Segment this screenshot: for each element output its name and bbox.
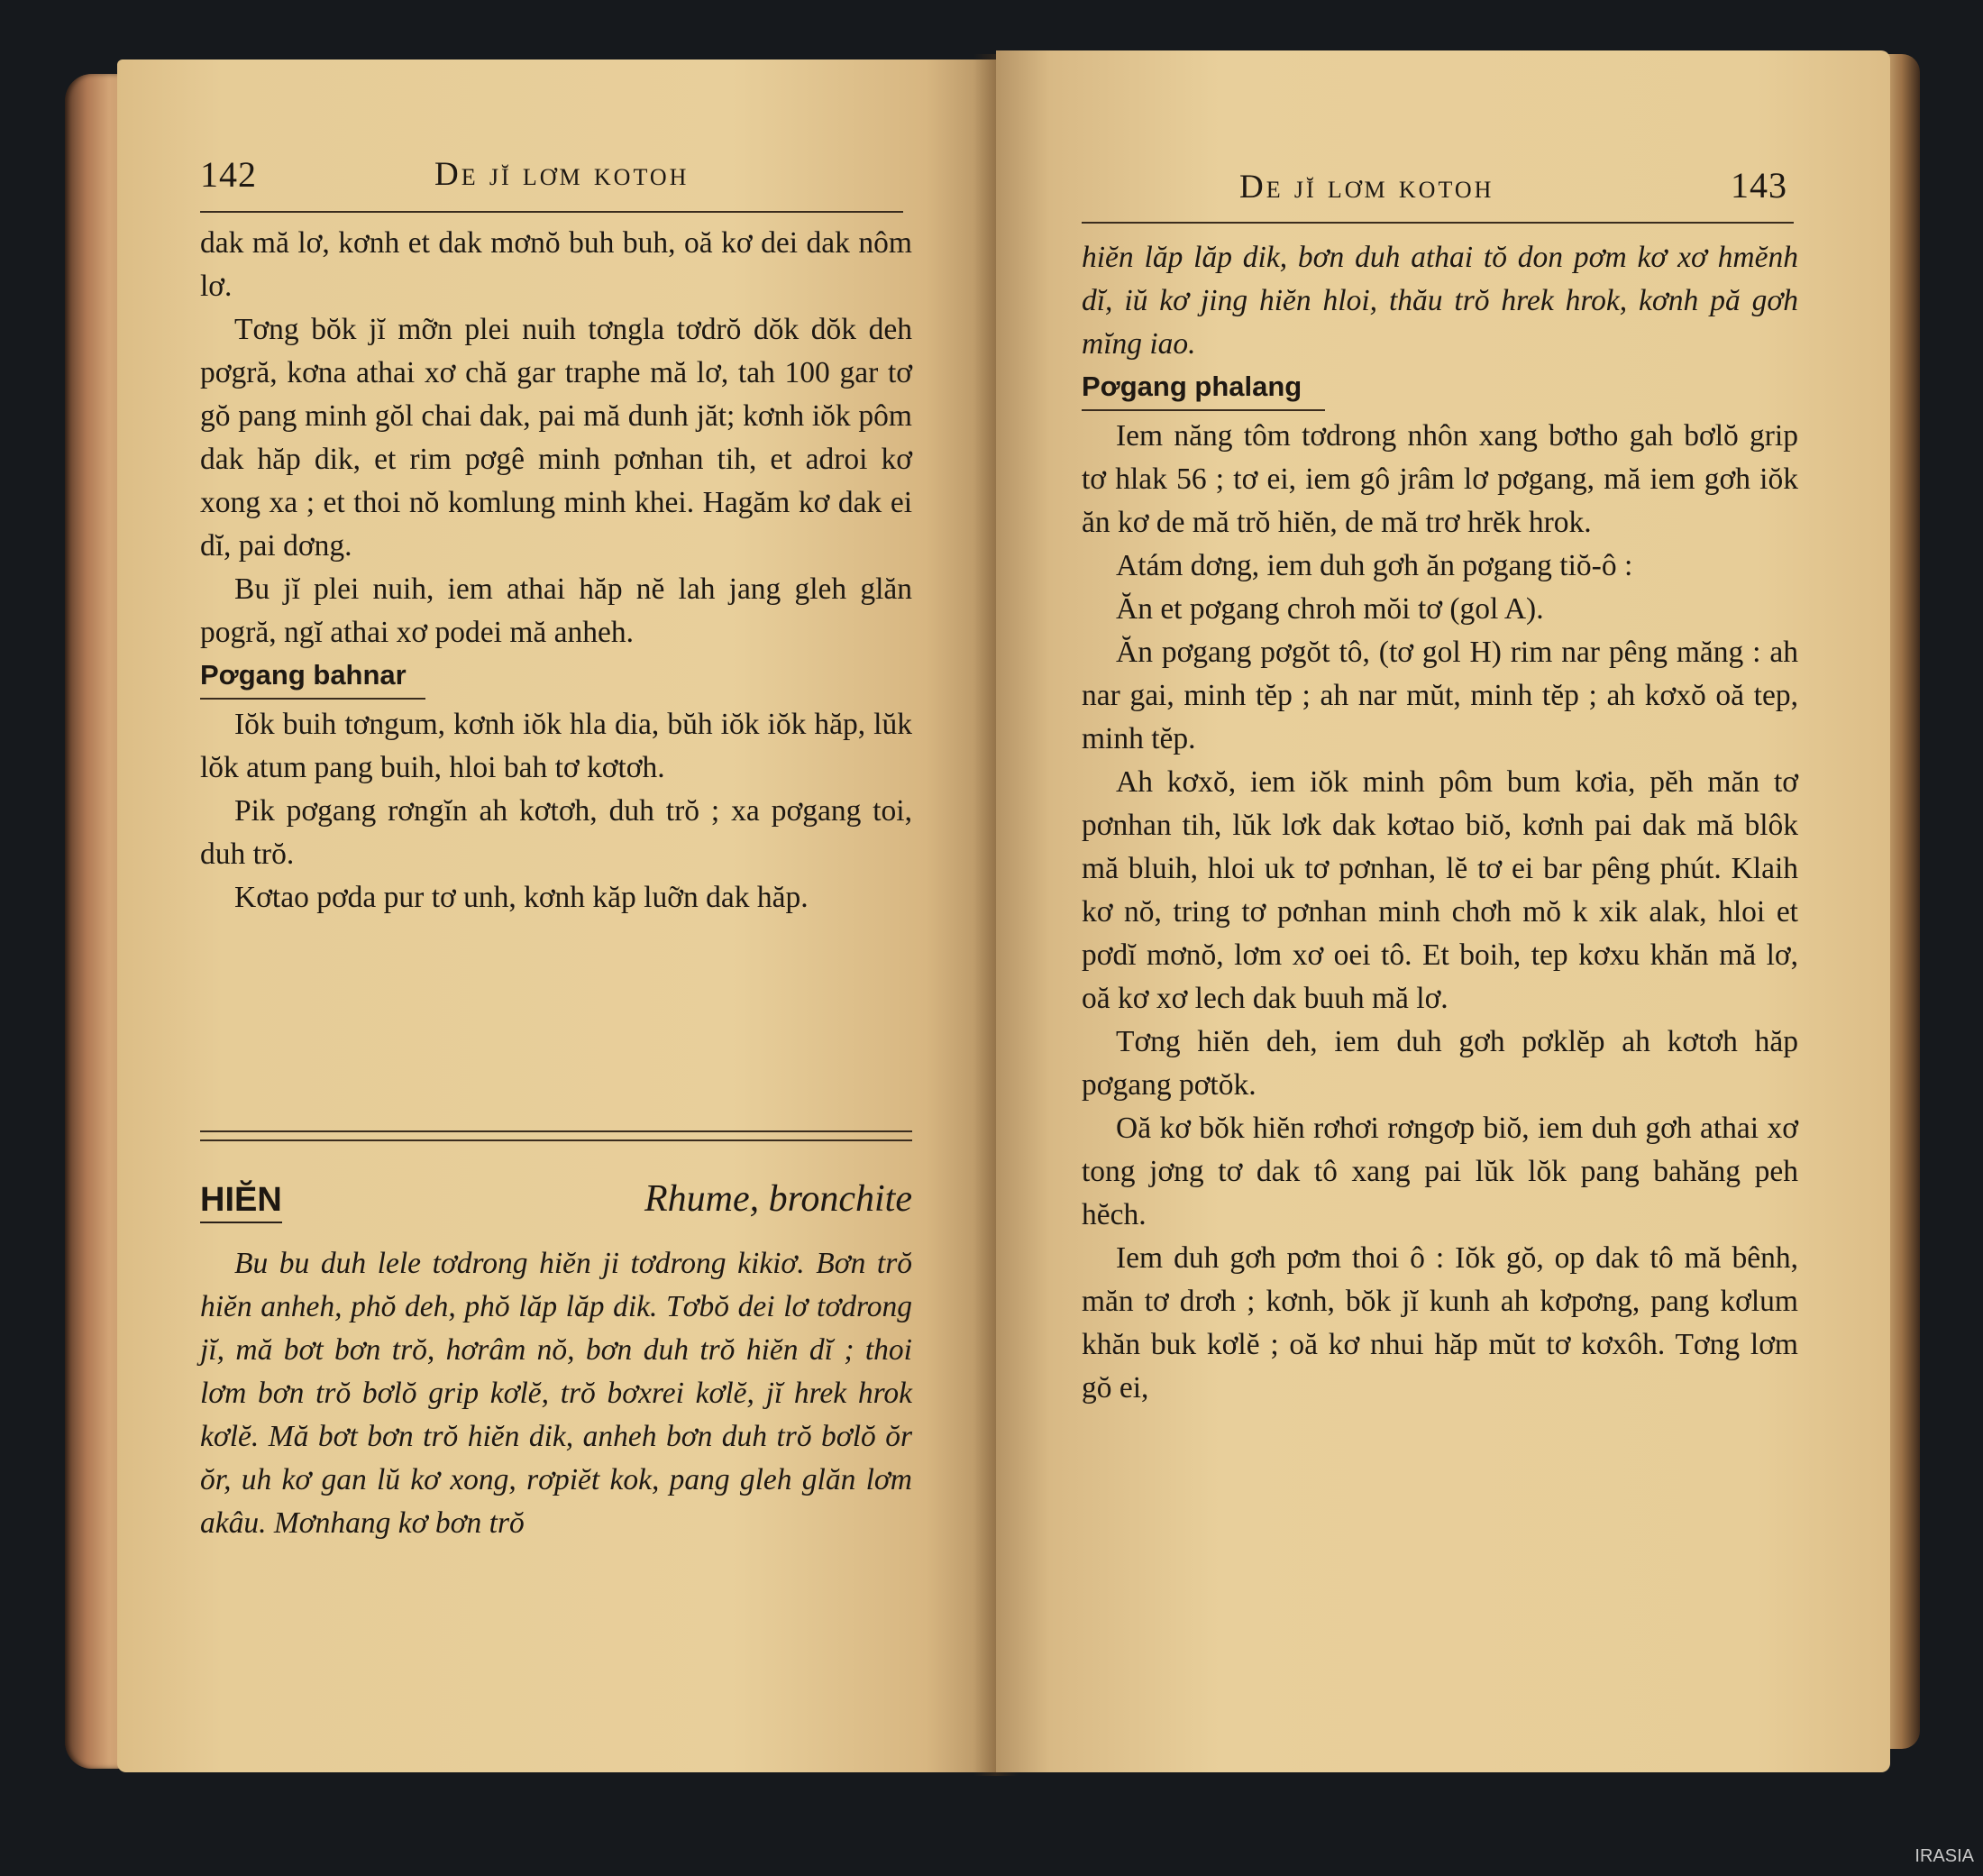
section-header bbox=[200, 1177, 912, 1223]
paragraph: Kơtao pơda pur tơ unh, kơnh kăp luỡn dak hăp. bbox=[234, 881, 809, 914]
paragraph: hiĕn lăp lăp dik, bơn duh athai tŏ don pơm kơ xơ hmĕnh dĭ, iŭ kơ jing hiĕn hloi, thău trŏ hrek hrok, kơnh pă gơh mĭng iao. bbox=[1082, 241, 1798, 361]
subheading: Pơgang bahnar bbox=[200, 659, 407, 691]
page-number: 142 bbox=[200, 154, 257, 195]
right-body bbox=[1082, 236, 1798, 1410]
subheading-rule bbox=[1082, 409, 1325, 411]
header-rule bbox=[1082, 222, 1794, 224]
paragraph: Ăn et pơgang chroh mŏi tơ (gol A). bbox=[1116, 592, 1544, 626]
running-title: De jĭ lơm kotoh bbox=[1239, 169, 1494, 206]
page-number: 143 bbox=[1731, 165, 1787, 206]
section-french-title: Rhume, bronchite bbox=[644, 1178, 912, 1220]
paragraph: Iem duh gơh pơm thoi ô : Iŏk gŏ, op dak tô mă bênh, măn tơ drơh ; kơnh, bŏk jĭ kunh ah kơpơng, pang kơlum khăn buk kơlĕ ; oă kơ nhui hăp mŭt tơ kơxôh. Tơng lơm gŏ ei, bbox=[1082, 1241, 1798, 1405]
subheading-rule bbox=[200, 698, 425, 700]
paragraph: Iŏk buih tơngum, kơnh iŏk hla dia, bŭh iŏk iŏk hăp, lŭk lŏk atum pang buih, hloi bah tơ kơtơh. bbox=[200, 708, 912, 784]
left-body-bottom bbox=[200, 1242, 912, 1545]
right-page bbox=[996, 50, 1890, 1772]
paragraph: Bu jĭ plei nuih, iem athai hăp nĕ lah jang gleh glăn pogră, ngĭ athai xơ podei mă anheh. bbox=[200, 572, 912, 649]
left-page bbox=[117, 59, 996, 1772]
subheading: Pơgang phalang bbox=[1082, 371, 1302, 402]
paragraph: Oă kơ bŏk hiĕn rơhơi rơngơp biŏ, iem duh gơh athai xơ tong jơng tơ dak tô xang pai lŭk lŏk pang bahăng peh hĕch. bbox=[1082, 1112, 1798, 1231]
section-title: HIĔN bbox=[200, 1181, 282, 1223]
left-body-top bbox=[200, 222, 912, 920]
paragraph: dak mă lơ, kơnh et dak mơnŏ buh buh, oă kơ dei dak nôm lơ. bbox=[200, 226, 912, 303]
paragraph: Tơng hiĕn deh, iem duh gơh pơklĕp ah kơtơh hăp pơgang pơtŏk. bbox=[1082, 1025, 1798, 1102]
paragraph: Bu bu duh lele tơdrong hiĕn ji tơdrong kikiơ. Bơn trŏ hiĕn anheh, phŏ deh, phŏ lăp lăp dik. Tơbŏ dei lơ tơdrong jĭ, mă bơt bơn trŏ, hơrâm nŏ, bơn duh trŏ hiĕn dĭ ; thoi lơm bơn trŏ bơlŏ grip kơlĕ, trŏ bơxrei kơlĕ, jĭ hrek hrok kơlĕ. Mă bơt bơn trŏ hiĕn dik, anheh bơn duh trŏ bơlŏ ŏr ŏr, uh kơ gan lŭ kơ xong, rơpiĕt kok, pang gleh glăn lơm akâu. Mơnhang kơ bơn trŏ bbox=[200, 1247, 912, 1540]
section-divider bbox=[200, 1130, 912, 1141]
paragraph: Pik pơgang rơngĭn ah kơtơh, duh trŏ ; xa pơgang toi, duh trŏ. bbox=[200, 794, 912, 871]
running-title: De jĭ lơm kotoh bbox=[434, 156, 690, 193]
paragraph: Atám dơng, iem duh gơh ăn pơgang tiŏ-ô : bbox=[1116, 549, 1633, 582]
paragraph: Iem năng tôm tơdrong nhôn xang bơtho gah bơlŏ grip tơ hlak 56 ; tơ ei, iem gô jrâm lơ pơgang, mă iem gơh iŏk ăn kơ de mă trŏ hiĕn, de mă trơ hrĕk hrok. bbox=[1082, 419, 1798, 539]
paragraph: Ăn pơgang pơgŏt tô, (tơ gol H) rim nar pêng măng : ah nar gai, minh tĕp ; ah nar mŭt, minh tĕp ; ah kơxŏ oă tep, minh tĕp. bbox=[1082, 636, 1798, 755]
watermark: IRASIA bbox=[1914, 1846, 1974, 1866]
paragraph: Ah kơxŏ, iem iŏk minh pôm bum kơia, pĕh măn tơ pơnhan tih, lŭk lơk dak kơtao biŏ, kơnh pai dak mă blôk mă bluih, hloi uk tơ pơnhan, lĕ tơ ei bar pêng phút. Klaih kơ nŏ, tring tơ pơnhan minh chơh mŏ k xik alak, hloi et pơdĭ mơnŏ, lơm xơ oei tô. Et boih, tep kơxu khăn mă lơ, oă kơ xơ lech dak buuh mă lơ. bbox=[1082, 765, 1798, 1015]
paragraph: Tơng bŏk jĭ mỡn plei nuih tơngla tơdrŏ dŏk dŏk deh pơgră, kơna athai xơ chă gar traphe mă lơ, tah 100 gar tơ gŏ pang minh gŏl chai dak, pai mă dunh jăt; kơnh iŏk pôm dak hăp dik, et rim pơgê minh pơnhan tih, et adroi kơ xong xa ; et thoi nŏ komlung minh khei. Hagăm kơ dak ei dĭ, pai dơng. bbox=[200, 313, 912, 563]
header-rule bbox=[200, 211, 903, 213]
